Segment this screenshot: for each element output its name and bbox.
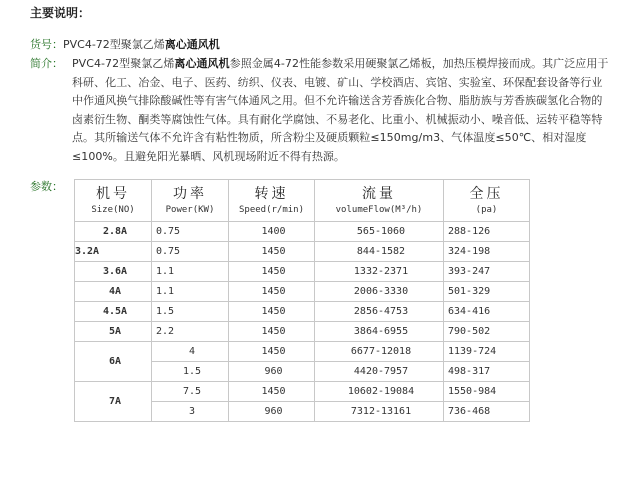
cell-pressure: 1550-984 [444,382,530,402]
cell-flow: 565-1060 [315,222,444,242]
intro-prefix: PVC4-72型聚氯乙烯 [72,57,175,70]
params-label-row [30,178,63,196]
cell-speed: 960 [229,362,315,382]
table-row [75,302,530,322]
cell-pressure: 324-198 [444,242,530,262]
cell-power: 1.1 [152,282,229,302]
cell-power: 7.5 [152,382,229,402]
cell-size: 4A [75,282,152,302]
cell-speed: 1450 [229,342,315,362]
cell-power: 1.5 [152,302,229,322]
section-heading: 主要说明： [30,6,91,20]
cell-power: 0.75 [152,242,229,262]
table-header-row [75,180,530,222]
cell-speed: 960 [229,402,315,422]
intro-paragraph [72,55,612,167]
cell-pressure: 736-468 [444,402,530,422]
cell-flow: 1332-2371 [315,262,444,282]
intro-text: 参照金属4-72性能参数采用硬聚氯乙烯板，加热压模焊接而成。其广泛应用于科研、化工、冶金、电子、医药、纺织、仪表、电镀、矿山、学校酒店、宾馆、实验室、环保配套设备等行业中作通风换气排除酸碱性等有害气体通风之用。但不允许输送含芳香族化合物、脂肪族与芳香族碳氢化合物的卤素衍生物、酮类等腐蚀性气体。具有耐化学腐蚀、不易老化、比重小、机械振动小、噪音低、运转平稳等特点。其所输送气体不允许含有粘性物质，所含粉尘及硬质颗粒≤150mg/m3、气体温度≤50℃、相对湿度≤100%。且避免阳光暴晒、风机现场附近不得有热源。 [72,57,609,163]
cell-power: 1.5 [152,362,229,382]
cell-flow: 4420-7957 [315,362,444,382]
cell-size: 2.8A [75,222,152,242]
cell-speed: 1450 [229,382,315,402]
cell-size: 5A [75,322,152,342]
cell-flow: 3864-6955 [315,322,444,342]
cell-size: 7A [75,382,152,422]
params-label: 参数： [30,180,63,193]
cell-speed: 1450 [229,242,315,262]
cell-power: 1.1 [152,262,229,282]
header-size: 机号 Size(NO) [75,180,152,222]
cell-pressure: 1139-724 [444,342,530,362]
cell-size: 4.5A [75,302,152,322]
cell-flow: 2006-3330 [315,282,444,302]
table-row [75,262,530,282]
model-prefix: PVC4-72型聚氯乙烯 [63,38,165,51]
table-row [75,382,530,402]
cell-flow: 844-1582 [315,242,444,262]
intro-label: 简介： [30,57,63,70]
cell-size: 3.6A [75,262,152,282]
cell-speed: 1450 [229,302,315,322]
cell-pressure: 634-416 [444,302,530,322]
cell-size: 3.2A [75,242,152,262]
cell-flow: 10602-19084 [315,382,444,402]
header-flow: 流量 volumeFlow(M³/h) [315,180,444,222]
cell-pressure: 393-247 [444,262,530,282]
header-power: 功率 Power(KW) [152,180,229,222]
cell-power: 3 [152,402,229,422]
table-row [75,342,530,362]
intro-label-row [30,55,63,73]
cell-speed: 1450 [229,282,315,302]
table-row [75,322,530,342]
cell-power: 0.75 [152,222,229,242]
cell-flow: 7312-13161 [315,402,444,422]
cell-speed: 1450 [229,322,315,342]
cell-pressure: 498-317 [444,362,530,382]
cell-flow: 2856-4753 [315,302,444,322]
header-speed: 转速 Speed(r/min) [229,180,315,222]
intro-emphasis: 离心通风机 [174,57,230,70]
cell-flow: 6677-12018 [315,342,444,362]
cell-pressure: 790-502 [444,322,530,342]
cell-power: 2.2 [152,322,229,342]
model-row [30,36,220,54]
model-label: 货号： [30,38,63,51]
cell-pressure: 288-126 [444,222,530,242]
cell-size: 6A [75,342,152,382]
cell-power: 4 [152,342,229,362]
parameter-table [74,179,530,422]
header-pressure: 全压 (pa) [444,180,530,222]
table-row [75,282,530,302]
cell-speed: 1450 [229,262,315,282]
table-row [75,242,530,262]
model-emphasis: 离心通风机 [164,38,220,51]
cell-pressure: 501-329 [444,282,530,302]
table-row [75,222,530,242]
cell-speed: 1400 [229,222,315,242]
